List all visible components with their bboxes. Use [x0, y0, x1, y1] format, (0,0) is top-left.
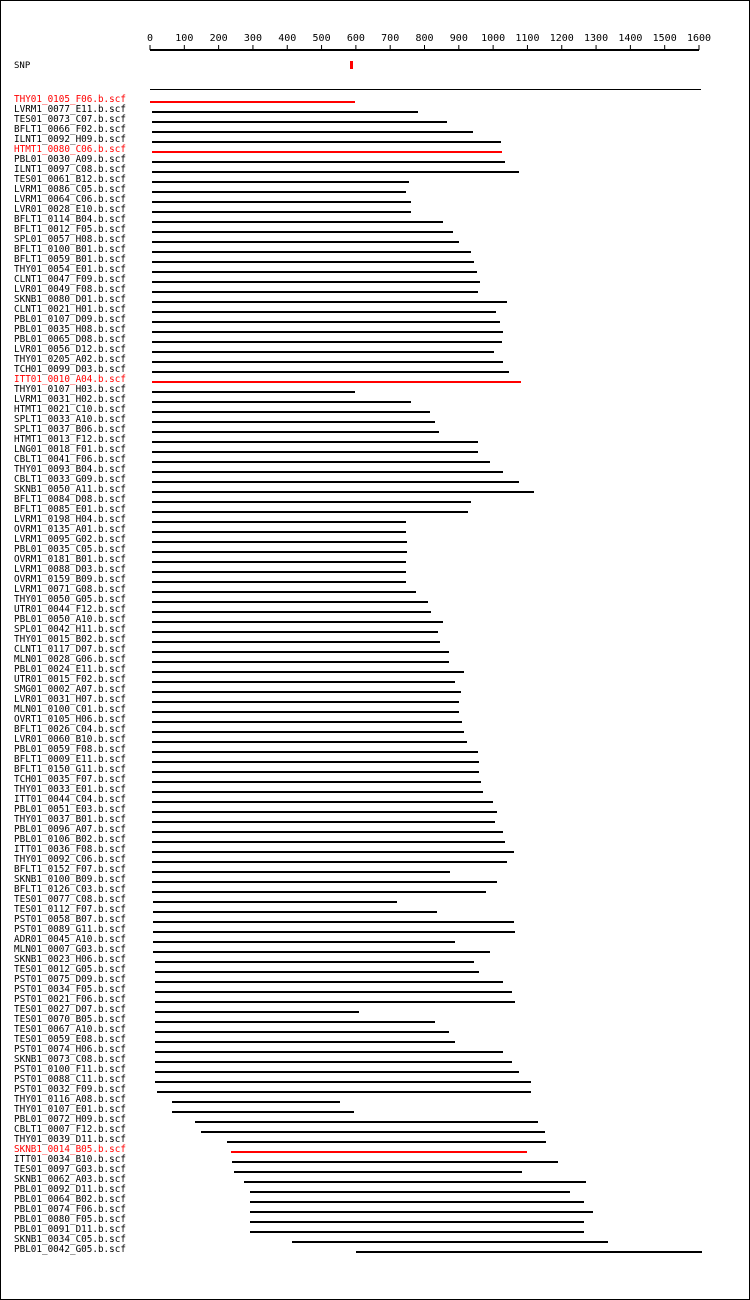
read-bar[interactable]: [250, 1191, 571, 1193]
read-label[interactable]: THY01_0050_G05.b.scf: [14, 594, 126, 605]
read-label[interactable]: TES01_0059_E08.b.scf: [14, 1034, 126, 1045]
read-label[interactable]: SKNB1_0080_D01.b.scf: [14, 294, 126, 305]
read-label[interactable]: SKNB1_0034_C05.b.scf: [14, 1234, 126, 1245]
read-label[interactable]: PBL01_0035_C05.b.scf: [14, 544, 126, 555]
read-label[interactable]: THY01_0039_D11.b.scf: [14, 1134, 126, 1145]
read-label[interactable]: PST01_0088_C11.b.scf: [14, 1074, 126, 1085]
read-label[interactable]: PBL01_0035_H08.b.scf: [14, 324, 126, 335]
read-label[interactable]: HTMT1_0021_C10.b.scf: [14, 404, 126, 415]
read-bar[interactable]: [155, 1061, 512, 1063]
read-label[interactable]: PST01_0034_F05.b.scf: [14, 984, 126, 995]
ruler-tick-label: 200: [209, 33, 228, 44]
ruler-tick-label: 1500: [652, 33, 677, 44]
ruler-tick-label: 400: [278, 33, 297, 44]
read-bar[interactable]: [152, 261, 474, 263]
read-bar[interactable]: [152, 551, 408, 553]
read-bar[interactable]: [152, 751, 478, 753]
ruler-tick-label: 1200: [549, 33, 574, 44]
read-label[interactable]: PBL01_0092_D11.b.scf: [14, 1184, 126, 1195]
read-bar[interactable]: [152, 711, 459, 713]
ruler-tick-label: 1400: [618, 33, 643, 44]
read-label[interactable]: PST01_0074_H06.b.scf: [14, 1044, 126, 1055]
read-label[interactable]: LVRM1_0071_G08.b.scf: [14, 584, 126, 595]
read-bar[interactable]: [150, 101, 355, 103]
read-label[interactable]: PBL01_0051_E03.b.scf: [14, 804, 126, 815]
read-label[interactable]: TES01_0012_G05.b.scf: [14, 964, 126, 975]
read-bar[interactable]: [152, 351, 494, 353]
read-bar[interactable]: [152, 341, 502, 343]
read-label[interactable]: LVRM1_0198_H04.b.scf: [14, 514, 126, 525]
read-label[interactable]: PBL01_0064_B02.b.scf: [14, 1194, 126, 1205]
read-bar[interactable]: [292, 1241, 608, 1243]
read-bar[interactable]: [152, 141, 501, 143]
read-bar[interactable]: [153, 941, 455, 943]
read-label[interactable]: BFLT1_0150_G11.b.scf: [14, 764, 126, 775]
read-label[interactable]: MLN01_0028_G06.b.scf: [14, 654, 126, 665]
read-bar[interactable]: [152, 771, 480, 773]
read-bar[interactable]: [153, 921, 513, 923]
read-label[interactable]: CLNT1_0117_D07.b.scf: [14, 644, 126, 655]
read-bar[interactable]: [155, 1021, 435, 1023]
read-label[interactable]: ILNT1_0097_C08.b.scf: [14, 164, 126, 175]
read-label[interactable]: TES01_0061_B12.b.scf: [14, 174, 126, 185]
read-label[interactable]: BFLT1_0126_C03.b.scf: [14, 884, 126, 895]
read-bar[interactable]: [155, 981, 503, 983]
read-label[interactable]: TES01_0112_F07.b.scf: [14, 904, 126, 915]
read-bar[interactable]: [152, 451, 478, 453]
read-label[interactable]: PBL01_0091_D11.b.scf: [14, 1224, 126, 1235]
ruler-tick-label: 500: [312, 33, 331, 44]
read-label[interactable]: ITT01_0010_A04.b.scf: [14, 374, 126, 385]
read-bar[interactable]: [152, 541, 408, 543]
read-label[interactable]: BFLT1_0009_E11.b.scf: [14, 754, 126, 765]
read-bar[interactable]: [152, 111, 418, 113]
read-label[interactable]: BFLT1_0012_F05.b.scf: [14, 224, 126, 235]
read-bar[interactable]: [234, 1171, 522, 1173]
ruler-tick-label: 0: [146, 33, 154, 44]
read-label[interactable]: SMG01_0002_A07.b.scf: [14, 684, 126, 695]
read-bar[interactable]: [195, 1121, 538, 1123]
read-bar[interactable]: [153, 911, 436, 913]
read-label[interactable]: PST01_0058_B07.b.scf: [14, 914, 126, 925]
read-bar[interactable]: [152, 631, 439, 633]
read-bar[interactable]: [152, 321, 500, 323]
read-bar[interactable]: [152, 791, 483, 793]
read-bar[interactable]: [152, 181, 409, 183]
ruler-tick-label: 600: [346, 33, 365, 44]
read-label[interactable]: SKNB1_0062_A03.b.scf: [14, 1174, 126, 1185]
read-bar[interactable]: [152, 571, 406, 573]
read-bar[interactable]: [152, 431, 439, 433]
read-bar[interactable]: [155, 991, 512, 993]
read-label[interactable]: PBL01_0107_D09.b.scf: [14, 314, 126, 325]
read-bar[interactable]: [250, 1221, 584, 1223]
read-label[interactable]: THY01_0105_F06.b.scf: [14, 94, 126, 105]
read-label[interactable]: THY01_0037_B01.b.scf: [14, 814, 126, 825]
read-label[interactable]: BFLT1_0084_D08.b.scf: [14, 494, 126, 505]
read-bar[interactable]: [152, 121, 447, 123]
read-label[interactable]: CBLT1_0007_F12.b.scf: [14, 1124, 126, 1135]
read-bar[interactable]: [231, 1151, 528, 1153]
read-label[interactable]: MLN01_0100_C01.b.scf: [14, 704, 126, 715]
read-bar[interactable]: [152, 211, 411, 213]
read-label[interactable]: BFLT1_0026_C04.b.scf: [14, 724, 126, 735]
read-label[interactable]: SKNB1_0050_A11.b.scf: [14, 484, 126, 495]
read-bar[interactable]: [152, 701, 459, 703]
ruler-tick-label: 300: [243, 33, 262, 44]
read-label[interactable]: ITT01_0034_B10.b.scf: [14, 1154, 126, 1165]
read-bar[interactable]: [172, 1111, 354, 1113]
read-label[interactable]: PBL01_0030_A09.b.scf: [14, 154, 126, 165]
read-bar[interactable]: [152, 731, 464, 733]
read-label[interactable]: UTR01_0044_F12.b.scf: [14, 604, 126, 615]
read-bar[interactable]: [227, 1141, 546, 1143]
read-label[interactable]: PST01_0075_D09.b.scf: [14, 974, 126, 985]
read-bar[interactable]: [152, 331, 503, 333]
read-bar[interactable]: [201, 1131, 544, 1133]
read-label[interactable]: BFLT1_0085_E01.b.scf: [14, 504, 126, 515]
read-bar[interactable]: [152, 391, 355, 393]
read-bar[interactable]: [152, 291, 478, 293]
read-label[interactable]: LVR01_0049_F08.b.scf: [14, 284, 126, 295]
read-label[interactable]: PBL01_0050_A10.b.scf: [14, 614, 126, 625]
read-label[interactable]: PBL01_0065_D08.b.scf: [14, 334, 126, 345]
read-label[interactable]: PBL01_0074_F06.b.scf: [14, 1204, 126, 1215]
read-label[interactable]: SKNB1_0023_H06.b.scf: [14, 954, 126, 965]
read-bar[interactable]: [152, 491, 535, 493]
read-bar[interactable]: [152, 681, 456, 683]
read-label[interactable]: TES01_0070_B05.b.scf: [14, 1014, 126, 1025]
read-label[interactable]: THY01_0116_A08.b.scf: [14, 1094, 126, 1105]
read-label[interactable]: THY01_0093_B04.b.scf: [14, 464, 126, 475]
read-label[interactable]: LVRM1_0088_D03.b.scf: [14, 564, 126, 575]
read-label[interactable]: HTMT1_0080_C06.b.scf: [14, 144, 126, 155]
read-label[interactable]: BFLT1_0066_F02.b.scf: [14, 124, 126, 135]
read-label[interactable]: TES01_0073_C07.b.scf: [14, 114, 126, 125]
read-label[interactable]: TES01_0097_G03.b.scf: [14, 1164, 126, 1175]
position-ruler: [0, 0, 750, 60]
read-label[interactable]: BFLT1_0152_F07.b.scf: [14, 864, 126, 875]
read-bar[interactable]: [152, 561, 406, 563]
read-label[interactable]: PBL01_0106_B02.b.scf: [14, 834, 126, 845]
read-bar[interactable]: [152, 871, 451, 873]
read-bar[interactable]: [152, 191, 406, 193]
read-bar[interactable]: [153, 931, 515, 933]
read-bar[interactable]: [152, 381, 521, 383]
read-label[interactable]: SPLT1_0037_B06.b.scf: [14, 424, 126, 435]
read-bar[interactable]: [152, 661, 449, 663]
read-bar[interactable]: [152, 281, 481, 283]
read-label[interactable]: THY01_0205_A02.b.scf: [14, 354, 126, 365]
read-bar[interactable]: [155, 971, 479, 973]
read-bar[interactable]: [152, 481, 519, 483]
read-label[interactable]: LVRM1_0095_G02.b.scf: [14, 534, 126, 545]
read-label[interactable]: TES01_0077_C08.b.scf: [14, 894, 126, 905]
read-label[interactable]: TES01_0027_D07.b.scf: [14, 1004, 126, 1015]
read-bar[interactable]: [152, 301, 507, 303]
read-label[interactable]: SPLT1_0033_A10.b.scf: [14, 414, 126, 425]
read-label[interactable]: THY01_0107_H03.b.scf: [14, 384, 126, 395]
read-bar[interactable]: [152, 401, 411, 403]
read-label[interactable]: PST01_0021_F06.b.scf: [14, 994, 126, 1005]
read-bar[interactable]: [152, 831, 504, 833]
read-bar[interactable]: [152, 801, 493, 803]
read-bar[interactable]: [152, 531, 406, 533]
read-label[interactable]: PBL01_0042_G05.b.scf: [14, 1244, 126, 1255]
read-label[interactable]: PST01_0032_F09.b.scf: [14, 1084, 126, 1095]
read-bar[interactable]: [152, 861, 507, 863]
read-label[interactable]: HTMT1_0013_F12.b.scf: [14, 434, 126, 445]
read-label[interactable]: LVRM1_0086_C05.b.scf: [14, 184, 126, 195]
read-label[interactable]: LVR01_0060_B10.b.scf: [14, 734, 126, 745]
read-bar[interactable]: [157, 1091, 531, 1093]
read-bar[interactable]: [152, 721, 463, 723]
read-label[interactable]: LVRM1_0031_H02.b.scf: [14, 394, 126, 405]
read-bar[interactable]: [152, 671, 464, 673]
read-bar[interactable]: [155, 1001, 515, 1003]
read-bar[interactable]: [172, 1101, 340, 1103]
read-bar[interactable]: [152, 421, 435, 423]
read-bar[interactable]: [152, 691, 461, 693]
read-bar[interactable]: [152, 621, 444, 623]
read-bar[interactable]: [250, 1231, 584, 1233]
ruler-tick-label: 100: [175, 33, 194, 44]
read-bar[interactable]: [155, 1071, 519, 1073]
read-label[interactable]: THY01_0033_E01.b.scf: [14, 784, 126, 795]
read-bar[interactable]: [152, 271, 478, 273]
read-label[interactable]: CBLT1_0033_G09.b.scf: [14, 474, 126, 485]
read-bar[interactable]: [152, 881, 497, 883]
read-bar[interactable]: [152, 461, 491, 463]
read-label[interactable]: ILNT1_0092_H09.b.scf: [14, 134, 126, 145]
ruler-tick-label: 1300: [584, 33, 609, 44]
read-bar[interactable]: [155, 1011, 359, 1013]
read-label[interactable]: ADR01_0045_A10.b.scf: [14, 934, 126, 945]
read-bar[interactable]: [152, 501, 471, 503]
read-bar[interactable]: [152, 161, 505, 163]
read-bar[interactable]: [232, 1161, 558, 1163]
read-label[interactable]: THY01_0092_C06.b.scf: [14, 854, 126, 865]
read-label[interactable]: PST01_0100_F11.b.scf: [14, 1064, 126, 1075]
read-bar[interactable]: [152, 821, 495, 823]
read-label[interactable]: PBL01_0072_H09.b.scf: [14, 1114, 126, 1125]
ruler-tick-label: 700: [381, 33, 400, 44]
read-label[interactable]: PBL01_0096_A07.b.scf: [14, 824, 126, 835]
read-bar[interactable]: [152, 591, 416, 593]
read-bar[interactable]: [152, 741, 468, 743]
read-bar[interactable]: [152, 521, 406, 523]
read-bar[interactable]: [152, 231, 454, 233]
read-label[interactable]: BFLT1_0100_B01.b.scf: [14, 244, 126, 255]
read-bar[interactable]: [153, 951, 489, 953]
read-label[interactable]: TES01_0067_A10.b.scf: [14, 1024, 126, 1035]
read-bar[interactable]: [152, 311, 496, 313]
read-label[interactable]: OVRM1_0135_A01.b.scf: [14, 524, 126, 535]
read-bar[interactable]: [155, 961, 474, 963]
ruler-tick-label: 800: [415, 33, 434, 44]
read-bar[interactable]: [153, 901, 397, 903]
alignment-top-rule: [150, 89, 701, 90]
read-bar[interactable]: [152, 841, 505, 843]
read-label[interactable]: SPL01_0057_H08.b.scf: [14, 234, 126, 245]
read-label[interactable]: PBL01_0024_E11.b.scf: [14, 664, 126, 675]
read-label[interactable]: PBL01_0080_F05.b.scf: [14, 1214, 126, 1225]
read-label[interactable]: LVR01_0031_H07.b.scf: [14, 694, 126, 705]
read-bar[interactable]: [152, 851, 514, 853]
read-label[interactable]: OVRM1_0181_B01.b.scf: [14, 554, 126, 565]
read-bar[interactable]: [152, 641, 440, 643]
read-label[interactable]: THY01_0015_B02.b.scf: [14, 634, 126, 645]
read-bar[interactable]: [152, 761, 480, 763]
read-label[interactable]: CLNT1_0021_H01.b.scf: [14, 304, 126, 315]
read-bar[interactable]: [155, 1081, 531, 1083]
read-bar[interactable]: [244, 1181, 585, 1183]
read-bar[interactable]: [152, 201, 411, 203]
read-bar[interactable]: [152, 251, 471, 253]
read-bar[interactable]: [152, 511, 468, 513]
read-bar[interactable]: [152, 781, 481, 783]
read-bar[interactable]: [152, 611, 432, 613]
read-bar[interactable]: [356, 1251, 703, 1253]
read-label[interactable]: ITT01_0036_F08.b.scf: [14, 844, 126, 855]
read-bar[interactable]: [250, 1211, 593, 1213]
read-bar[interactable]: [152, 361, 504, 363]
ruler-tick-label: 1600: [686, 33, 712, 44]
read-bar[interactable]: [152, 471, 504, 473]
read-label[interactable]: LVRM1_0064_C06.b.scf: [14, 194, 126, 205]
read-bar[interactable]: [152, 581, 406, 583]
read-bar[interactable]: [152, 171, 519, 173]
read-bar[interactable]: [152, 601, 428, 603]
read-label[interactable]: ITT01_0044_C04.b.scf: [14, 794, 126, 805]
ruler-tick-label: 1100: [515, 33, 540, 44]
read-bar[interactable]: [152, 441, 478, 443]
read-bar[interactable]: [152, 151, 502, 153]
read-label[interactable]: LVR01_0028_E10.b.scf: [14, 204, 126, 215]
read-bar[interactable]: [152, 131, 474, 133]
snp-marker: [350, 61, 353, 69]
read-label[interactable]: BFLT1_0114_B04.b.scf: [14, 214, 126, 225]
read-bar[interactable]: [152, 891, 487, 893]
read-label[interactable]: MLN01_0007_G03.b.scf: [14, 944, 126, 955]
read-label[interactable]: THY01_0107_E01.b.scf: [14, 1104, 126, 1115]
read-bar[interactable]: [152, 811, 497, 813]
read-bar[interactable]: [155, 1051, 503, 1053]
read-bar[interactable]: [155, 1041, 455, 1043]
read-label[interactable]: TCH01_0035_F07.b.scf: [14, 774, 126, 785]
read-label[interactable]: SKNB1_0073_C08.b.scf: [14, 1054, 126, 1065]
read-label[interactable]: UTR01_0015_F02.b.scf: [14, 674, 126, 685]
read-label[interactable]: BFLT1_0059_B01.b.scf: [14, 254, 126, 265]
read-label[interactable]: CLNT1_0047_F09.b.scf: [14, 274, 126, 285]
read-label[interactable]: OVRT1_0105_H06.b.scf: [14, 714, 126, 725]
read-bar[interactable]: [152, 221, 443, 223]
read-label[interactable]: SPL01_0042_H11.b.scf: [14, 624, 126, 635]
read-label[interactable]: TCH01_0099_D03.b.scf: [14, 364, 126, 375]
read-label[interactable]: PST01_0089_G11.b.scf: [14, 924, 126, 935]
read-bar[interactable]: [152, 651, 449, 653]
read-bar[interactable]: [152, 371, 509, 373]
snp-label: SNP: [14, 61, 31, 71]
read-label[interactable]: LVRM1_0077_E11.b.scf: [14, 104, 126, 115]
read-bar[interactable]: [250, 1201, 585, 1203]
read-label[interactable]: OVRM1_0159_B09.b.scf: [14, 574, 126, 585]
read-label[interactable]: LNG01_0018_F01.b.scf: [14, 444, 126, 455]
read-label[interactable]: SKNB1_0014_B05.b.scf: [14, 1144, 126, 1155]
read-label[interactable]: LVR01_0056_D12.b.scf: [14, 344, 126, 355]
read-bar[interactable]: [152, 411, 430, 413]
ruler-tick-label: 900: [449, 33, 468, 44]
ruler-tick-label: 1000: [481, 33, 506, 44]
read-bar[interactable]: [152, 241, 459, 243]
read-label[interactable]: THY01_0054_E01.b.scf: [14, 264, 126, 275]
read-label[interactable]: CBLT1_0041_F06.b.scf: [14, 454, 126, 465]
read-label[interactable]: SKNB1_0100_B09.b.scf: [14, 874, 126, 885]
read-bar[interactable]: [155, 1031, 448, 1033]
read-label[interactable]: PBL01_0059_F08.b.scf: [14, 744, 126, 755]
